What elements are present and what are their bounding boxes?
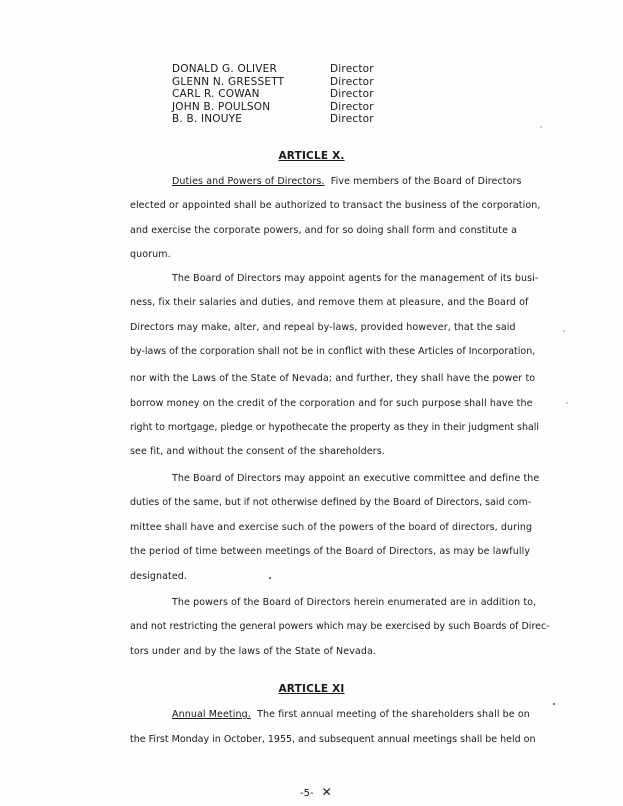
- paragraph-line: quorum.: [130, 249, 171, 260]
- paragraph-line: ness, fix their salaries and duties, and remove them at pleasure, and the Board of: [130, 297, 529, 308]
- paragraph-line: the First Monday in October, 1955, and subsequent annual meetings shall be held on: [130, 734, 536, 745]
- paragraph-line: the period of time between meetings of the Board of Directors, as may be lawfully: [130, 546, 531, 557]
- page-number: -5-: [300, 788, 314, 799]
- director-row: [172, 113, 432, 126]
- director-name: GLENN N. GRESSETT: [172, 75, 285, 88]
- line-text: The first annual meeting of the shareholders shall be on: [257, 709, 530, 720]
- handwritten-mark: ✕: [321, 785, 332, 799]
- page-footer: [300, 785, 332, 799]
- paragraph-line: nor with the Laws of the State of Nevada; and further, they shall have the power to: [130, 373, 536, 384]
- paragraph-line: and not restricting the general powers which may be exercised by such Boards of Direc-: [130, 621, 550, 632]
- director-title: Director: [330, 75, 374, 88]
- paragraph-line: Directors may make, alter, and repeal by-laws, provided however, that the said: [130, 322, 516, 333]
- paragraph-line: and exercise the corporate powers, and for so doing shall form and constitute a: [130, 225, 518, 236]
- paragraph-line: borrow money on the credit of the corporation and for such purpose shall have the: [130, 398, 533, 409]
- scan-speck: [563, 330, 565, 332]
- director-title: Director: [330, 100, 374, 113]
- director-title: Director: [330, 88, 374, 101]
- director-name: JOHN B. POULSON: [172, 100, 271, 113]
- scan-speck: [566, 402, 568, 404]
- scan-speck: [553, 703, 555, 705]
- paragraph-line: see fit, and without the consent of the shareholders.: [130, 446, 385, 457]
- paragraph-line: tors under and by the laws of the State of Nevada.: [130, 646, 377, 657]
- director-name: B. B. INOUYE: [172, 113, 243, 126]
- paragraph-line: [172, 709, 530, 720]
- section-lead: Duties and Powers of Directors.: [172, 176, 325, 187]
- director-title: Director: [330, 63, 374, 75]
- paragraph-line: duties of the same, but if not otherwise defined by the Board of Directors, said com-: [130, 497, 532, 508]
- article-xi-heading: ARTICLE XI: [278, 683, 345, 695]
- director-name: CARL R. COWAN: [172, 88, 260, 101]
- director-name: DONALD G. OLIVER: [172, 63, 277, 75]
- directors-list: [172, 63, 432, 126]
- paragraph-line: designated.: [130, 571, 188, 582]
- paragraph-line: The Board of Directors may appoint an executive committee and define the: [172, 473, 540, 484]
- director-row: [172, 101, 432, 114]
- article-x-heading: ARTICLE X.: [278, 150, 345, 162]
- paragraph-line: by-laws of the corporation shall not be in conflict with these Articles of Incorporation,: [130, 346, 536, 357]
- director-title: Director: [330, 113, 374, 126]
- scan-speck: [540, 126, 542, 128]
- scan-speck: [269, 577, 271, 579]
- paragraph-line: mittee shall have and exercise such of the powers of the board of directors, during: [130, 522, 533, 533]
- paragraph-line: right to mortgage, pledge or hypothecate the property as they in their judgment shall: [130, 422, 540, 433]
- paragraph-line: The powers of the Board of Directors herein enumerated are in addition to,: [172, 597, 537, 608]
- paragraph-line: The Board of Directors may appoint agents for the management of its busi-: [172, 273, 539, 284]
- section-lead: Annual Meeting.: [172, 709, 251, 720]
- paragraph-line: [172, 176, 522, 187]
- line-text: Five members of the Board of Directors: [330, 176, 522, 187]
- director-row: [172, 63, 432, 76]
- paragraph-line: elected or appointed shall be authorized to transact the business of the corporation,: [130, 200, 541, 211]
- director-row: [172, 76, 432, 89]
- director-row: [172, 88, 432, 101]
